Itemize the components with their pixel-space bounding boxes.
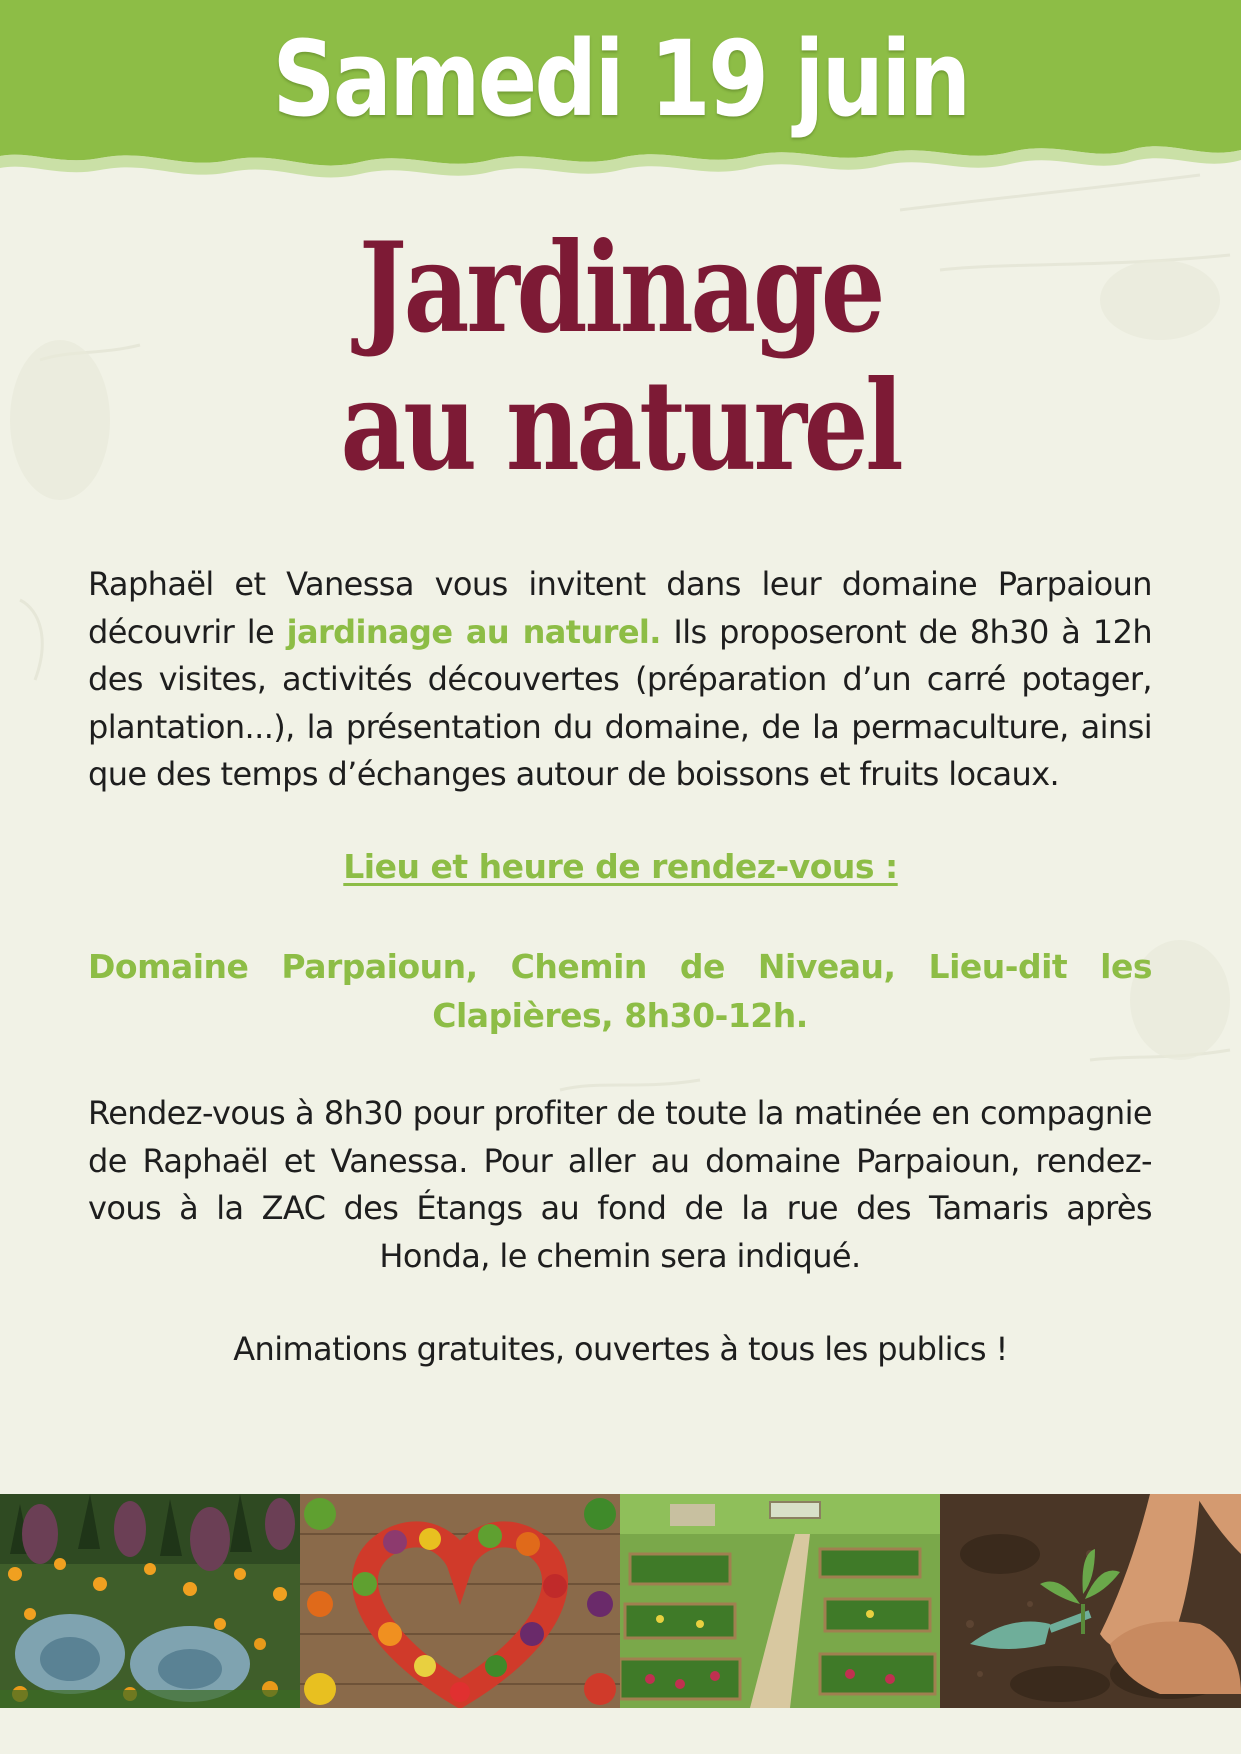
intro-text-before: Raphaël et Vanessa vous invitent dans leur domaine Parpaioun découvrir le [88,565,1152,651]
directions-paragraph: Rendez-vous à 8h30 pour profiter de toute la matinée en compagnie de Raphaël et Vanessa. Pour aller au domaine Parpaioun, rendez-vous à la ZAC des Étangs au fond de la rue des Tamaris après Honda, le chemin sera indiqué. [88,1094,1152,1275]
free-events-note: Animations gratuites, ouvertes à tous les publics ! [233,1330,1008,1368]
garden-plots-illustration [620,1494,940,1708]
meeting-heading: Lieu et heure de rendez-vous : [343,847,898,886]
planting-seedling-photo [940,1494,1241,1708]
intro-paragraph [88,561,1152,799]
flower-vegetable-garden-photo [0,1494,300,1708]
title-line-1: Jardinage [358,216,883,361]
meeting-address: Domaine Parpaioun, Chemin de Niveau, Lieu-dit les Clapières, 8h30-12h. [88,947,1152,1035]
intro-highlight: jardinage au naturel. [286,612,661,651]
title-line-2: au naturel [340,354,901,499]
vegetable-heart-photo [300,1494,620,1708]
event-date: Samedi 19 juin [272,18,969,140]
page-title [112,216,1130,499]
photo-strip [0,1494,1241,1708]
date-banner [0,0,1241,190]
intro-text-after: Ils proposeront de 8h30 à 12h des visites, activités découvertes (préparation d’un carré potager, plantation...), la présentation du domaine, de la permaculture, ainsi que des temps d’échanges autour de boissons et fruits locaux. [88,612,1153,793]
